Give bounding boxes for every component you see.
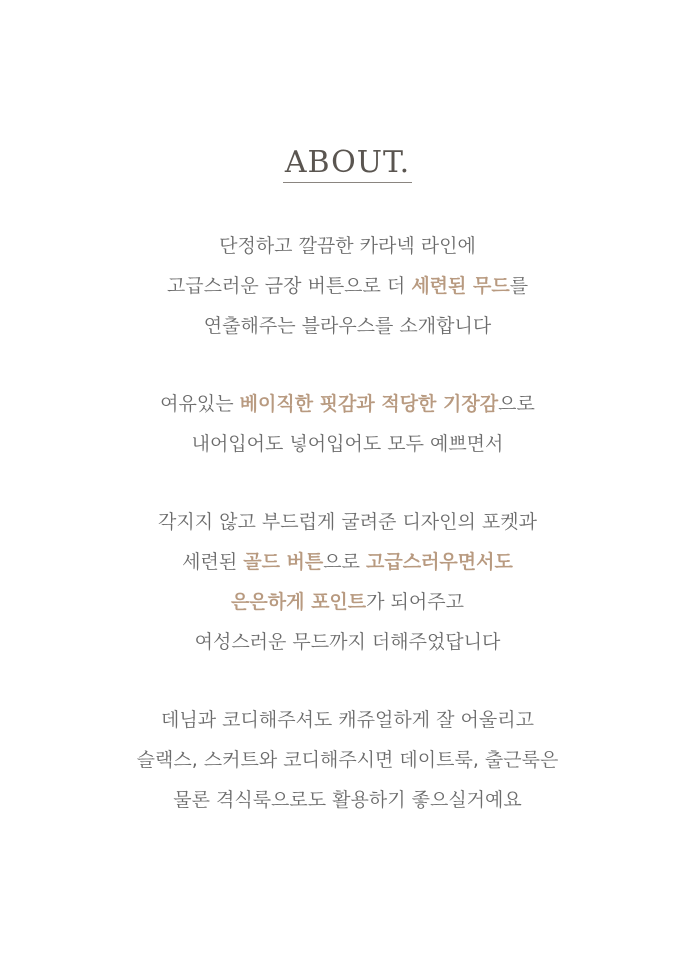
description-line: [0, 502, 695, 542]
description-paragraph: [0, 384, 695, 464]
body-text-segment: 으로: [323, 551, 367, 573]
highlight-text: 고급스러우면서도: [366, 551, 513, 573]
description-paragraph: [0, 226, 695, 346]
body-text-segment: 데님과 코디해주셔도 캐쥬얼하게 잘 어울리고: [161, 709, 534, 731]
description-line: [0, 740, 695, 780]
description-line: [0, 700, 695, 740]
body-text-segment: 으로: [498, 393, 535, 415]
body-text-segment: 내어입어도 넣어입어도 모두 예쁘면서: [191, 433, 504, 455]
section-title: ABOUT.: [283, 146, 412, 183]
body-text-segment: 고급스러운 금장 버튼으로 더: [166, 275, 412, 297]
body-text-segment: 세련된: [182, 551, 244, 573]
description-line: [0, 542, 695, 582]
highlight-text: 골드 버튼: [243, 551, 324, 573]
body-text-segment: 물론 격식룩으로도 활용하기 좋으실거예요: [173, 789, 522, 811]
body-text-segment: 슬랙스, 스커트와 코디해주시면 데이트룩, 출근룩은: [136, 749, 559, 771]
title-container: [0, 146, 695, 183]
description-paragraph: [0, 700, 695, 820]
highlight-text: 세련된 무드: [411, 275, 510, 297]
description-line: [0, 226, 695, 266]
body-text-segment: 여유있는: [160, 393, 240, 415]
highlight-text: 베이직한 핏감과 적당한 기장감: [239, 393, 499, 415]
body-text-segment: 단정하고 깔끔한 카라넥 라인에: [219, 235, 476, 257]
description-body: [0, 226, 695, 858]
description-line: [0, 306, 695, 346]
description-line: [0, 582, 695, 622]
body-text-segment: 연출해주는 블라우스를 소개합니다: [203, 315, 492, 337]
body-text-segment: 여성스러운 무드까지 더해주었답니다: [194, 631, 501, 653]
body-text-segment: 를: [509, 275, 529, 297]
description-line: [0, 622, 695, 662]
description-line: [0, 384, 695, 424]
description-line: [0, 780, 695, 820]
description-paragraph: [0, 502, 695, 662]
description-line: [0, 266, 695, 306]
description-line: [0, 424, 695, 464]
body-text-segment: 각지지 않고 부드럽게 굴려준 디자인의 포켓과: [158, 511, 537, 533]
body-text-segment: 가 되어주고: [366, 591, 464, 613]
highlight-text: 은은하게 포인트: [231, 591, 367, 613]
